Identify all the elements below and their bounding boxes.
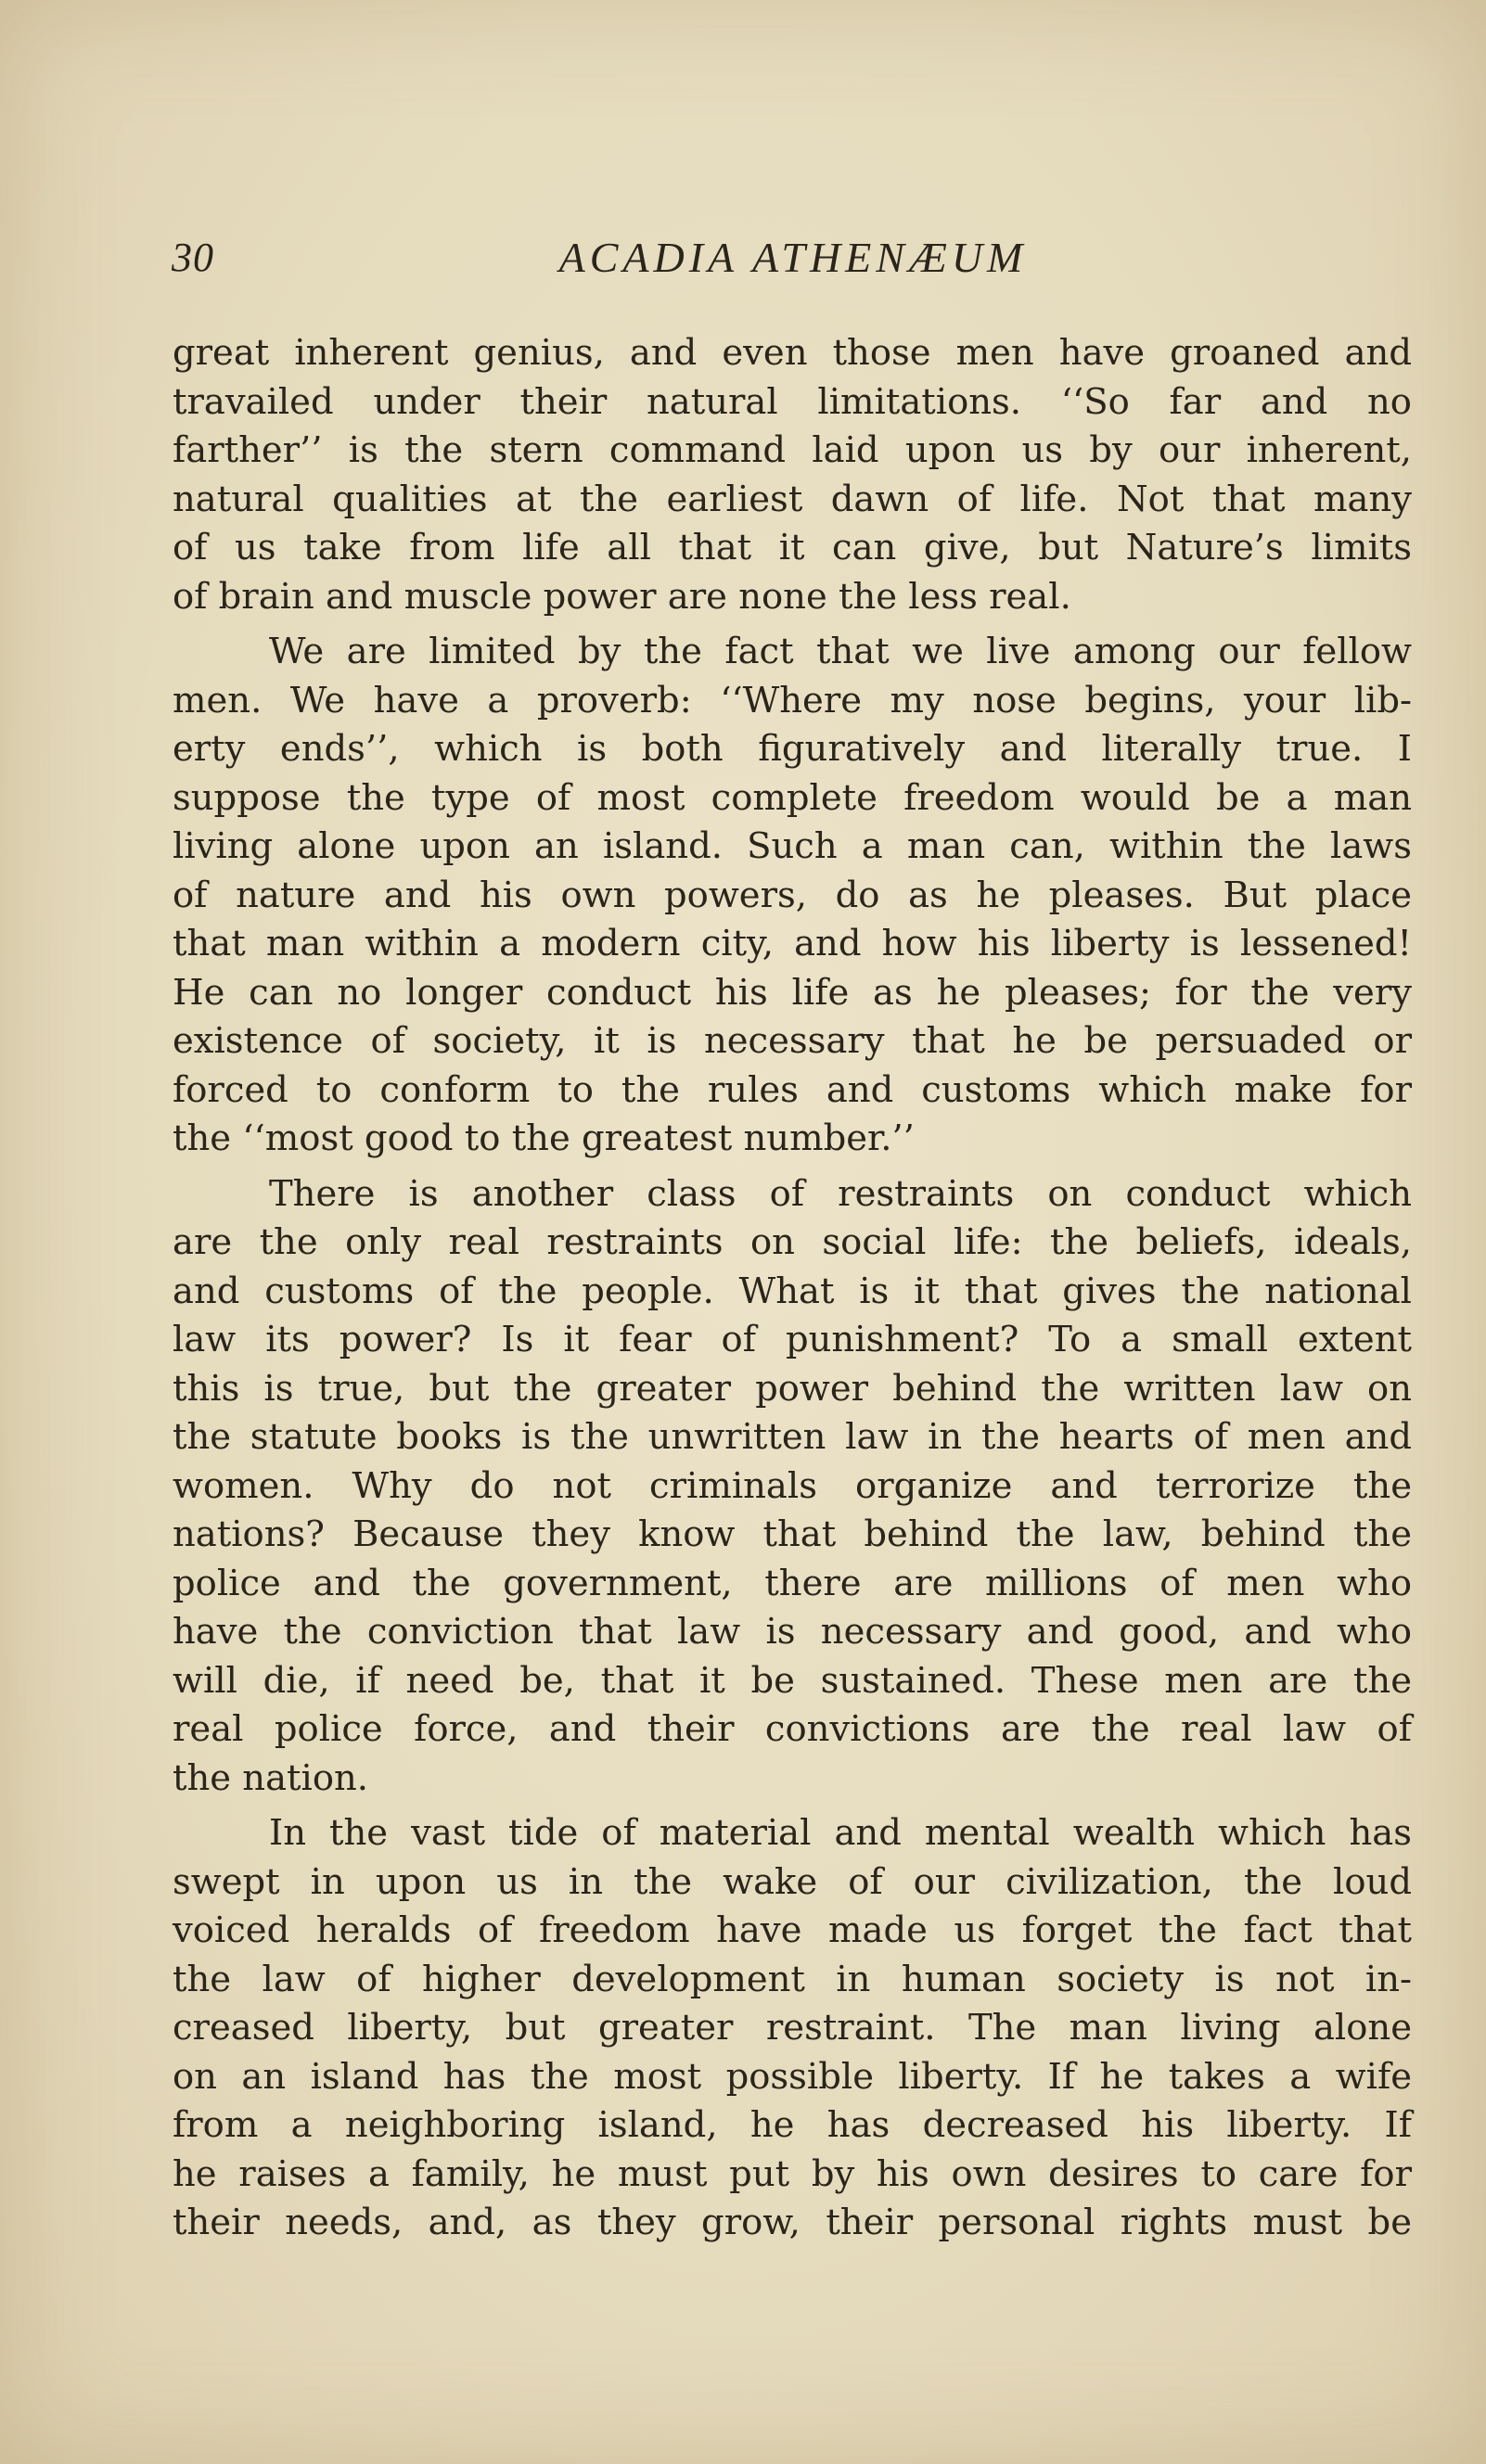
text-line: of us take from life all that it can give, but Nature’s limits — [173, 527, 1412, 568]
text-line: are the only real restraints on social life: the beliefs, ideals, — [173, 1221, 1412, 1263]
page-number: 30 — [172, 235, 214, 280]
text-line: of brain and muscle power are none the less real. — [173, 575, 1071, 618]
paragraph — [173, 1170, 1412, 1804]
text-line: law its power? Is it fear of punishment? To a small extent — [173, 1319, 1412, 1360]
text-line: natural qualities at the earliest dawn of life. Not that many — [173, 478, 1412, 520]
text-line: from a neighboring island, he has decreased his liberty. If — [173, 2104, 1412, 2146]
text-line: creased liberty, but greater restraint. The man living alone — [173, 2007, 1412, 2049]
text-line: He can no longer conduct his life as he pleases; for the very — [173, 971, 1412, 1014]
text-line: have the conviction that law is necessary and good, and who — [173, 1611, 1412, 1653]
text-line: swept in upon us in the wake of our civilization, the loud — [173, 1860, 1412, 1903]
text-line: the statute books is the unwritten law in the hearts of men and — [173, 1416, 1412, 1458]
text-line: farther’’ is the stern command laid upon us by our inherent, — [173, 429, 1412, 471]
text-line: the law of higher development in human society is not in- — [173, 1958, 1412, 2000]
text-line: and customs of the people. What is it that gives the national — [173, 1270, 1412, 1312]
text-line: There is another class of restraints on conduct which — [269, 1172, 1412, 1215]
running-title: ACADIA ATHENÆUM — [558, 234, 1028, 281]
text-line: travailed under their natural limitations. ‘‘So far and no — [173, 380, 1412, 423]
body-text — [173, 329, 1412, 2248]
text-line: on an island has the most possible liberty. If he takes a wife — [173, 2055, 1412, 2098]
text-line: living alone upon an island. Such a man can, within the laws — [173, 825, 1412, 867]
text-line: real police force, and their convictions are the real law of — [173, 1708, 1412, 1750]
text-line: the nation. — [173, 1756, 369, 1799]
paragraph — [173, 329, 1412, 621]
text-line: suppose the type of most complete freedom would be a man — [173, 776, 1412, 819]
text-line: We are limited by the fact that we live among our fellow — [269, 631, 1412, 672]
text-line: In the vast tide of material and mental wealth which has — [269, 1812, 1412, 1854]
text-line: voiced heralds of freedom have made us forget the fact that — [173, 1909, 1412, 1951]
text-line: great inherent genius, and even those men have groaned and — [173, 332, 1412, 374]
text-line: this is true, but the greater power behind the written law on — [173, 1367, 1412, 1410]
text-line: of nature and his own powers, do as he pleases. But place — [173, 874, 1412, 916]
paragraph — [173, 1809, 1412, 2248]
text-line: nations? Because they know that behind the law, behind the — [173, 1513, 1412, 1555]
text-line: existence of society, it is necessary that he be persuaded or — [173, 1020, 1412, 1062]
text-line: forced to conform to the rules and customs which make for — [173, 1068, 1412, 1111]
text-line: women. Why do not criminals organize and terrorize the — [173, 1464, 1412, 1507]
text-line: their needs, and, as they grow, their personal rights must be — [173, 2202, 1412, 2243]
text-line: men. We have a proverb: ‘‘Where my nose begins, your lib- — [173, 679, 1412, 721]
text-line: that man within a modern city, and how his liberty is lessened! — [173, 923, 1412, 964]
text-line: he raises a family, he must put by his own desires to care for — [173, 2152, 1412, 2195]
text-line: the ‘‘most good to the greatest number.’’ — [173, 1117, 915, 1159]
page-header — [172, 230, 1415, 286]
paragraph — [173, 628, 1412, 1164]
text-line: will die, if need be, that it be sustained. These men are the — [173, 1659, 1412, 1702]
text-line: police and the government, there are millions of men who — [173, 1562, 1412, 1604]
text-line: erty ends’’, which is both figuratively and literally true. I — [173, 728, 1412, 770]
